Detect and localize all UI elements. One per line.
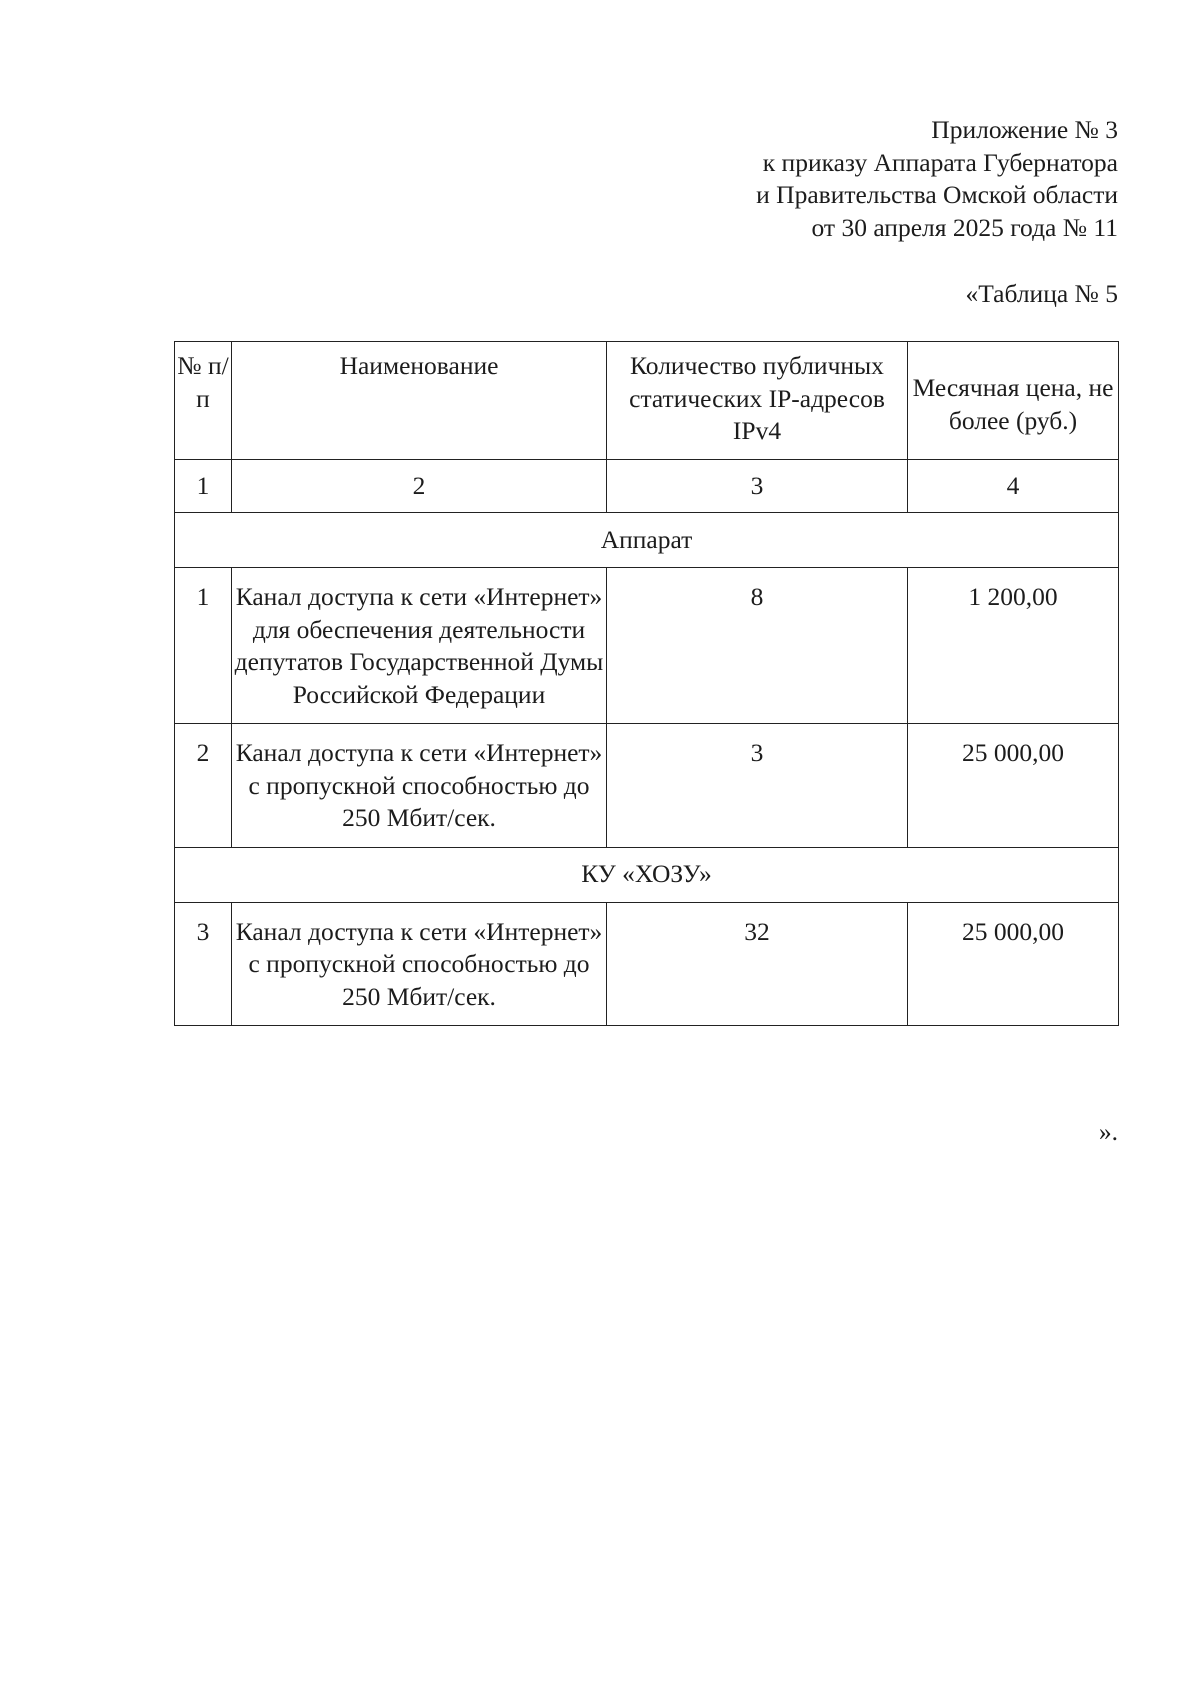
row-ip-count: 8 — [607, 568, 908, 724]
column-header-ip-count: Количество публичных статических IP-адресов IPv4 — [607, 342, 908, 460]
group-row — [175, 513, 1119, 568]
row-number: 3 — [175, 902, 232, 1026]
row-number: 2 — [175, 724, 232, 848]
price-table — [174, 341, 1119, 1026]
column-number-row — [175, 460, 1119, 513]
column-header-number: № п/п — [175, 342, 232, 460]
header-line-order: к приказу Аппарата Губернатора — [762, 147, 1118, 177]
table-row — [175, 902, 1119, 1026]
column-number: 4 — [908, 460, 1119, 513]
row-ip-count: 32 — [607, 902, 908, 1026]
header-line-appendix: Приложение № 3 — [931, 115, 1118, 144]
header-line-date: от 30 апреля 2025 года № 11 — [811, 212, 1118, 242]
column-header-price: Месячная цена, не более (руб.) — [908, 342, 1119, 460]
row-ip-count: 3 — [607, 724, 908, 848]
row-name: Канал доступа к сети «Интернет» для обеспечения деятельности депутатов Государственной Думы Российской Федерации — [232, 568, 607, 724]
table-row — [175, 724, 1119, 848]
group-name: КУ «ХОЗУ» — [175, 847, 1119, 902]
row-price: 25 000,00 — [908, 902, 1119, 1026]
row-number: 1 — [175, 568, 232, 724]
column-number: 2 — [232, 460, 607, 513]
column-number: 1 — [175, 460, 232, 513]
document-header — [756, 114, 1118, 244]
table-header-row — [175, 342, 1119, 460]
row-price: 25 000,00 — [908, 724, 1119, 848]
header-line-government: и Правительства Омской области — [756, 180, 1118, 209]
row-price: 1 200,00 — [908, 568, 1119, 724]
group-row — [175, 847, 1119, 902]
row-name: Канал доступа к сети «Интернет» с пропускной способностью до 250 Мбит/сек. — [232, 902, 607, 1026]
closing-quote: ». — [1098, 1117, 1118, 1146]
table-row — [175, 568, 1119, 724]
row-name: Канал доступа к сети «Интернет» с пропускной способностью до 250 Мбит/сек. — [232, 724, 607, 848]
column-header-name: Наименование — [232, 342, 607, 460]
column-number: 3 — [607, 460, 908, 513]
table-title: «Таблица № 5 — [965, 279, 1118, 308]
group-name: Аппарат — [175, 513, 1119, 568]
